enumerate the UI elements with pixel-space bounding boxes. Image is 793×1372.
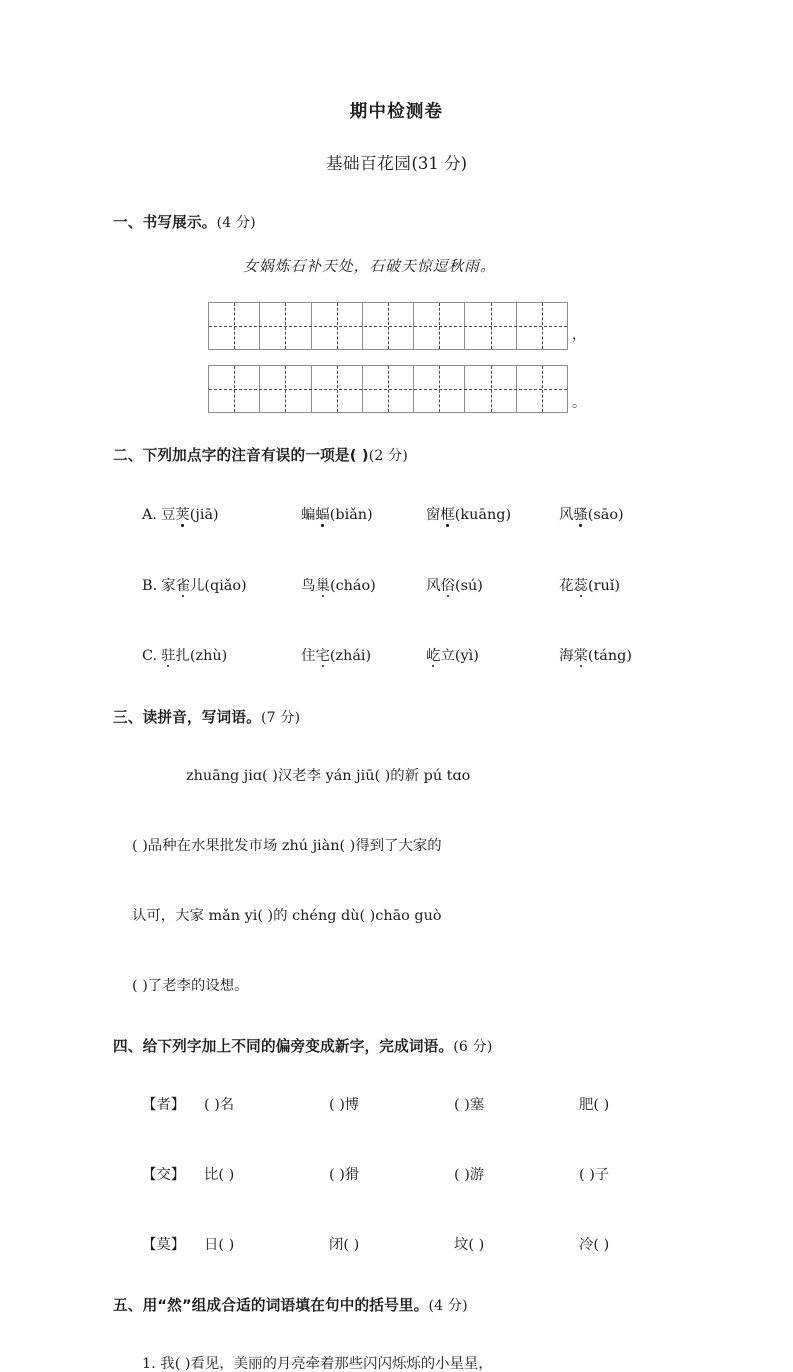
emphasis-char: 驻	[161, 647, 176, 664]
radical-cell[interactable]: 日( )	[204, 1237, 235, 1254]
grid-cell[interactable]	[260, 303, 311, 349]
option-a-item-4: 风骚(sāo)	[558, 507, 624, 524]
emphasis-char: 骚	[573, 507, 588, 524]
grid-cell[interactable]	[517, 303, 567, 349]
radical-row-mo[interactable]	[0, 1238, 793, 1252]
option-c-item-2: 住宅(zhái)	[301, 647, 372, 664]
option-b-label: B.	[142, 577, 158, 594]
writing-grid-row-2[interactable]	[0, 365, 793, 413]
pinyin-line-3[interactable]: 认可，大家 mǎn yi( )的 chéng dù( )chāo guò	[132, 907, 442, 924]
option-row-b[interactable]	[0, 579, 793, 593]
radical-cell[interactable]: 冷( )	[579, 1237, 610, 1254]
emphasis-char: 屹	[426, 647, 441, 664]
option-b-item-2: 鸟巢(cháo)	[301, 577, 376, 594]
emphasis-char: 棠	[573, 647, 588, 664]
question-1-heading	[0, 216, 793, 231]
radical-cell[interactable]: 比( )	[204, 1167, 235, 1184]
option-c-item-1: 驻扎(zhù)	[161, 647, 228, 664]
radical-cell[interactable]: ( )猾	[329, 1167, 360, 1184]
radical-cell[interactable]: 闭( )	[329, 1237, 360, 1254]
option-b-item-1: 家雀儿(qiǎo)	[161, 577, 247, 594]
tianzige-grid-2[interactable]	[208, 365, 568, 413]
grid-cell[interactable]	[414, 366, 465, 412]
grid-cell[interactable]	[260, 366, 311, 412]
question-2-heading	[0, 449, 793, 464]
pinyin-line-4[interactable]: ( )了老李的设想。	[132, 978, 249, 995]
grid-cell[interactable]	[363, 303, 414, 349]
question-4-heading	[0, 1037, 793, 1055]
option-a-item-1: 豆荚(jiā)	[160, 507, 219, 524]
radical-cell[interactable]: 坟( )	[454, 1237, 485, 1254]
option-row-a[interactable]	[0, 508, 793, 522]
grid-cell[interactable]	[465, 303, 516, 349]
question-3-points: (7 分)	[260, 709, 301, 726]
grid-cell[interactable]	[209, 303, 260, 349]
emphasis-char: 框	[440, 507, 455, 524]
radical-row-zhe[interactable]	[0, 1098, 793, 1112]
radical-cell[interactable]: ( )塞	[454, 1096, 485, 1113]
option-a-label: A.	[142, 507, 157, 524]
question-5-heading-text: 五、用“然”组成合适的词语填在句中的括号里。	[113, 1297, 429, 1315]
grid-cell[interactable]	[465, 366, 516, 412]
section-group-points: (31 分)	[411, 153, 468, 173]
emphasis-char: 雀	[175, 577, 190, 594]
question-4-points: (6 分)	[453, 1038, 493, 1055]
pinyin-line-1[interactable]: zhuāng jiɑ( )汉老李 yán jiū( )的新 pú tɑo	[186, 767, 471, 784]
option-a-item-3: 窗框(kuāng)	[425, 507, 512, 524]
question-1-heading-text: 一、书写展示。	[113, 214, 217, 231]
radical-row-jiao[interactable]	[0, 1168, 793, 1182]
page-title: 期中检测卷	[349, 102, 444, 122]
question-1-points: (4 分)	[216, 215, 256, 231]
option-b-item-3: 风俗(sú)	[426, 577, 483, 594]
radical-cell[interactable]: 肥( )	[579, 1096, 610, 1113]
calligraphy-sample-line: 女娲炼石补天处，石破天惊逗秋雨。	[243, 257, 496, 275]
grid-trailing-comma: ，	[572, 327, 586, 344]
question-5-heading	[0, 1299, 793, 1314]
emphasis-char: 巢	[315, 577, 330, 594]
grid-cell[interactable]	[517, 366, 567, 412]
question-5-item-1[interactable]: 1. 我( )看见，美丽的月亮牵着那些闪闪烁烁的小星星，	[142, 1356, 493, 1372]
emphasis-char: 俗	[440, 577, 455, 594]
writing-grid-row-1[interactable]	[0, 302, 793, 350]
grid-cell[interactable]	[363, 366, 414, 412]
option-c-item-4: 海棠(táng)	[559, 647, 632, 664]
radical-cell[interactable]: ( )子	[579, 1167, 610, 1184]
radical-key-mo: 【莫】	[142, 1237, 186, 1254]
section-group-title-text: 基础百花园	[325, 153, 412, 173]
radical-key-jiao: 【交】	[142, 1167, 186, 1184]
tianzige-grid-1[interactable]	[208, 302, 568, 350]
question-3-heading-text: 三、读拼音，写词语。	[113, 708, 261, 726]
option-c-item-3: 屹立(yì)	[426, 647, 479, 664]
question-3-heading	[0, 708, 793, 726]
emphasis-char: 蝠	[315, 507, 330, 524]
option-b-item-4: 花蕊(ruǐ)	[559, 577, 620, 594]
option-c-label: C.	[142, 647, 158, 664]
grid-cell[interactable]	[312, 303, 363, 349]
grid-cell[interactable]	[209, 366, 260, 412]
grid-trailing-period: 。	[572, 395, 586, 412]
grid-cell[interactable]	[312, 366, 363, 412]
emphasis-char: 荚	[175, 507, 190, 524]
emphasis-char: 宅	[315, 647, 330, 664]
radical-key-zhe: 【者】	[142, 1096, 186, 1113]
radical-cell[interactable]: ( )名	[204, 1096, 235, 1113]
section-group-title	[0, 122, 793, 173]
question-2-heading-text: 二、下列加点字的注音有误的一项是( )	[113, 447, 369, 465]
radical-cell[interactable]: ( )博	[329, 1096, 360, 1113]
question-2-points: (2 分)	[368, 448, 409, 465]
radical-cell[interactable]: ( )游	[454, 1167, 485, 1184]
grid-cell[interactable]	[414, 303, 465, 349]
pinyin-line-2[interactable]: ( )品种在水果批发市场 zhú jiàn( )得到了大家的	[132, 837, 442, 854]
option-a-item-2: 蝙蝠(biǎn)	[300, 507, 373, 524]
emphasis-char: 蕊	[573, 577, 588, 594]
option-row-c[interactable]	[0, 649, 793, 663]
question-4-heading-text: 四、给下列字加上不同的偏旁变成新字，完成词语。	[113, 1037, 454, 1055]
question-5-points: (4 分)	[428, 1298, 468, 1315]
